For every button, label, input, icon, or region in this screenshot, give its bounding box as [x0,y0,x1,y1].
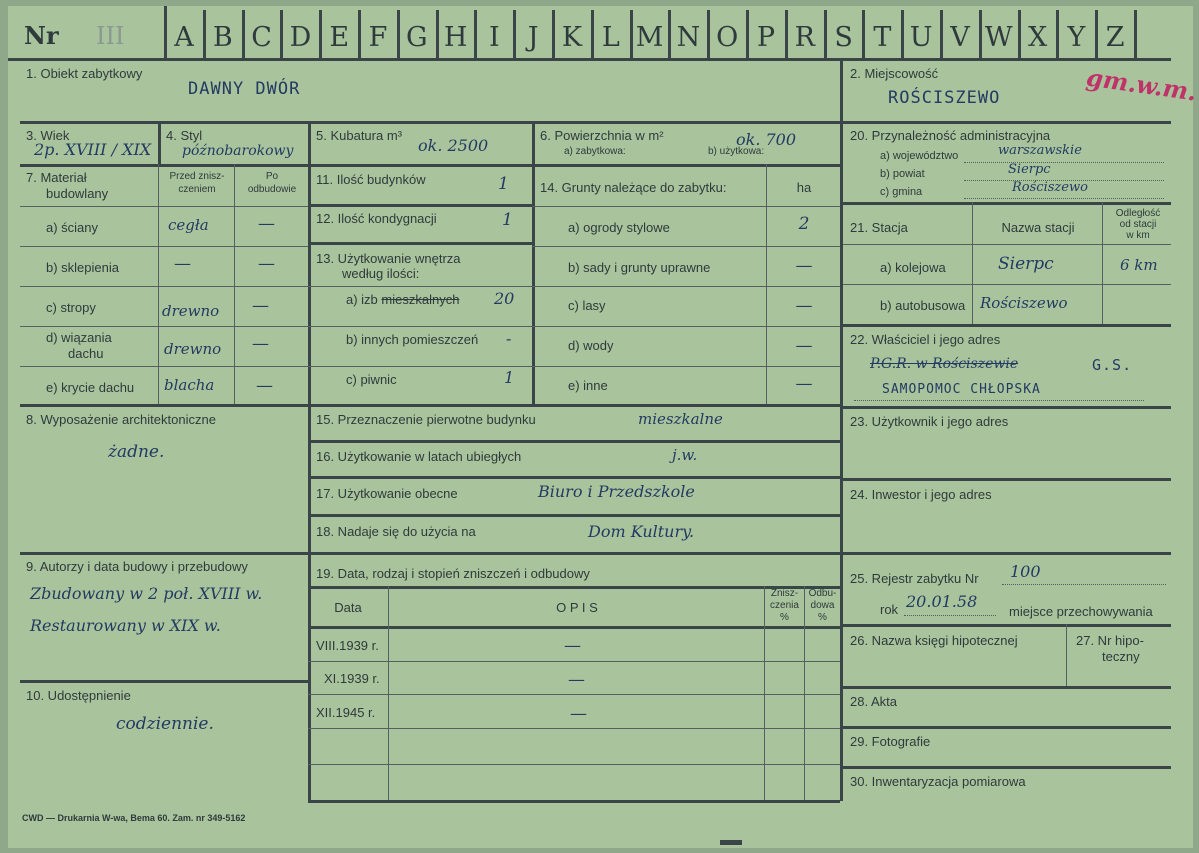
row-rule [843,406,1171,409]
field-14-row-other-label: e) inne [568,378,608,393]
field-7-row-walls-after: — [258,214,275,234]
row-rule [308,694,840,695]
index-letter-t: T [873,22,892,53]
field-29-label: 29. Fotografie [850,734,931,749]
row-rule [532,326,840,327]
row-rule [532,246,840,247]
field-12-label: 12. Ilość kondygnacji [316,211,437,226]
row-rule [308,286,532,287]
index-letter-p: P [756,22,776,53]
field-1-label: 1. Obiekt zabytkowy [26,66,143,81]
field-21-dist-header-1: Odległość [1115,208,1161,219]
punch-slot [720,840,742,845]
index-letter-k: K [561,22,583,53]
field-6-sub-a: a) zabytkowa: [564,146,626,157]
field-7-after-header-1: Po [265,171,279,182]
field-19-row-1-desc: — [564,636,581,656]
field-7-row-trusses-label-2: dachu [68,346,104,361]
row-rule [308,476,840,479]
field-13-b-label: b) innych pomieszczeń [346,332,479,347]
col-rule [972,202,973,324]
field-16-value: j.w. [672,446,698,464]
index-letter-x: X [1027,22,1048,53]
field-14-row-gardens-value: 2 [798,214,810,234]
field-21-b-name: Rościszewo [980,294,1068,312]
field-20-b-label: b) powiat [880,168,925,180]
index-letter-m: M [635,22,664,53]
field-7-row-vaults-label: b) sklepienia [46,260,119,275]
field-19-damage-header-2: czenia [770,600,799,611]
field-13-c-label: c) piwnic [346,372,397,387]
field-25-value: 100 [1010,562,1041,581]
col-rule [1102,202,1103,324]
right-column-rule [840,61,843,801]
row-rule [308,204,532,207]
field-7-row-trusses-after: — [252,334,269,354]
field-18-label: 18. Nadaje się do użycia na [316,524,476,539]
row-rule [20,246,308,247]
field-15-label: 15. Przeznaczenie pierwotne budynku [316,412,536,427]
row-rule [843,766,1171,769]
field-22-value-2: SAMOPOMOC CHŁOPSKA [882,382,1041,397]
row-rule [532,206,840,207]
field-27-label-line2: teczny [1102,649,1140,664]
field-7-label-line2: budowlany [46,186,109,201]
index-separator [1134,10,1137,58]
row-rule [843,624,1171,627]
field-21-label: 21. Stacja [850,220,908,235]
field-11-label: 11. Ilość budynków [316,172,426,187]
field-14-row-forests-label: c) lasy [568,298,606,313]
row-rule [843,244,1171,245]
field-23-label: 23. Użytkownik i jego adres [850,414,1009,429]
field-6-value: ok. 700 [736,130,797,149]
index-letter-h: H [443,22,468,53]
field-7-before-header-2: czeniem [178,184,216,195]
field-19-rebuild-header-1: Odbu- [808,588,837,599]
field-15-value: mieszkalne [638,410,723,428]
field-20-c-value: Rościszewo [1012,180,1088,195]
index-letter-n: N [676,22,701,53]
field-27-label-line1: 27. Nr hipo- [1076,633,1144,648]
field-13-label-line1: 13. Użytkowanie wnętrza [316,251,461,266]
field-19-row-3-date: XII.1945 r. [316,705,376,720]
field-20-label: 20. Przynależność administracyjna [850,128,1051,143]
field-21-dist-header-2: od stacji [1119,219,1157,230]
field-3-value: 2p. XVIII / XIX [34,140,152,159]
field-7-row-walls-before: cegła [168,216,209,234]
row-rule [20,286,308,287]
field-8-label: 8. Wyposażenie architektoniczne [26,412,216,427]
field-14-row-gardens-label: a) ogrody stylowe [568,220,670,235]
field-22-value-1: G.S. [1092,356,1133,374]
col-rule [1066,624,1067,686]
nr-label: Nr [24,21,59,50]
field-19-row-3-desc: — [570,704,587,724]
row-rule [843,121,1171,124]
field-9-label: 9. Autorzy i data budowy i przebudowy [26,559,248,574]
field-7-after-header-2: odbudowie [247,184,297,195]
row-rule [308,800,840,803]
field-25-year-value: 20.01.58 [906,592,978,611]
index-letter-b: B [212,22,233,53]
field-20-c-label: c) gmina [880,186,923,198]
field-7-row-vaults-after: — [258,254,275,274]
field-17-value: Biuro i Przedszkole [538,482,695,501]
field-14-row-forests-value: — [795,296,813,316]
field-7-row-roof-after: — [256,376,273,396]
field-14-row-waters-value: — [795,336,813,356]
row-rule [20,366,308,367]
row-rule [308,728,840,729]
field-24-label: 24. Inwestor i jego adres [850,487,992,502]
field-7-row-ceilings-after: — [252,296,269,316]
row-rule [532,286,840,287]
row-rule [308,440,840,443]
index-letter-a: A [174,22,194,53]
row-rule [843,686,1171,689]
index-letter-z: Z [1105,22,1125,53]
field-14-row-orchards-label: b) sady i grunty uprawne [568,260,711,275]
field-25-year-dots [904,615,996,616]
row-rule [20,404,840,407]
index-letter-v: V [950,22,970,53]
field-22-label: 22. Właściciel i jego adres [850,332,1001,347]
field-7-row-vaults-before: — [174,254,191,274]
field-19-rebuild-header-2: dowa [810,600,835,611]
index-letter-y: Y [1067,22,1086,53]
field-5-value: ok. 2500 [418,136,489,155]
field-7-row-walls-label: a) ściany [46,220,99,235]
row-rule [20,206,308,207]
row-rule [308,514,840,517]
field-14-unit: ha [796,180,812,195]
field-22-dots [854,400,1144,401]
index-letter-j: J [527,22,539,53]
field-2-label: 2. Miejscowość [850,66,939,81]
col-rule [234,164,235,404]
field-6-label: 6. Powierzchnia w m² [540,128,664,143]
row-rule [843,202,1171,205]
row-rule [843,478,1171,481]
field-13-a-value: 20 [494,289,515,308]
col-rule [766,164,767,404]
index-letter-i: I [489,22,500,53]
field-20-a-value: warszawskie [998,143,1082,158]
field-8-value: żadne. [108,442,165,462]
field-21-name-header: Nazwa stacji [1001,220,1075,235]
field-25-place-label: miejsce przechowywania [1009,604,1153,619]
field-19-label: 19. Data, rodzaj i stopień zniszczeń i odbudowy [316,566,590,581]
field-7-before-header-1: Przed znisz- [169,171,225,182]
field-19-row-1-date: VIII.1939 r. [316,638,379,653]
field-13-a-label [346,292,459,307]
field-4-value: późnobarokowy [182,143,294,159]
index-letter-r: R [794,22,815,53]
field-19-row-2-desc: — [568,670,585,690]
index-letter-w: W [984,22,1013,53]
index-letter-f: F [368,22,388,53]
field-2-stamp: gm.w.m. [1084,62,1199,107]
row-rule [843,552,1171,555]
index-letter-o: O [716,22,739,53]
field-14-row-orchards-value: — [795,256,813,276]
field-6-sub-b: b) użytkowa: [708,146,765,157]
col-rule [158,164,159,404]
row-rule [20,121,840,124]
field-4-label: 4. Styl [166,128,203,143]
field-14-row-other-value: — [795,374,813,394]
field-7-row-ceilings-before: drewno [162,302,220,320]
row-rule [20,326,308,327]
field-17-label: 17. Użytkowanie obecne [316,486,458,501]
field-20-b-value: Sierpc [1008,162,1051,177]
field-14-row-waters-label: d) wody [568,338,614,353]
row-rule [843,284,1171,285]
field-13-c-value: 1 [504,368,515,387]
col-rule [308,121,311,803]
field-13-b-value: - [506,329,512,348]
row-rule [308,764,840,765]
field-12-value: 1 [502,210,513,230]
printer-imprint: CWD — Drukarnia W-wa, Bema 60. Zam. nr 349-5162 [22,813,246,823]
field-25-dots [1002,584,1166,585]
field-13-a-prefix: a) izb [346,292,382,307]
field-30-label: 30. Inwentaryzacja pomiarowa [850,774,1026,789]
field-10-value: codziennie. [116,714,214,734]
field-16-label: 16. Użytkowanie w latach ubiegłych [316,449,522,464]
index-letter-u: U [909,22,933,53]
index-letter-c: C [251,22,272,53]
field-7-label-line1: 7. Materiał [26,170,87,185]
nr-value: III [96,22,125,50]
field-19-date-header: Data [334,600,362,615]
index-letter-g: G [406,22,428,53]
field-28-label: 28. Akta [850,694,897,709]
row-rule [20,680,308,683]
row-rule [308,326,532,327]
field-9-value-2: Restaurowany w XIX w. [30,616,221,635]
row-rule [308,242,532,245]
field-19-desc-header: O P I S [556,600,598,615]
field-7-row-roof-before: blacha [164,376,215,394]
field-5-label: 5. Kubatura m³ [316,128,402,143]
row-rule [308,661,840,662]
index-letter-e: E [329,22,350,53]
field-7-row-trusses-before: drewno [164,340,222,358]
row-rule [843,324,1171,327]
field-7-row-trusses-label-1: d) wiązania [46,330,112,345]
field-9-value-1: Zbudowany w 2 poł. XVIII w. [30,584,263,603]
field-25-year-label: rok [880,602,899,617]
field-21-a-dist: 6 km [1120,256,1158,274]
col-rule [532,121,535,406]
field-11-value: 1 [498,174,509,194]
field-22-value-struck: P.G.R. w Rościszewie [870,356,1019,372]
row-rule [20,164,840,167]
index-letter-l: L [601,22,620,53]
field-13-label-line2: według ilości: [342,266,420,281]
row-rule [532,366,840,367]
col-rule [158,121,161,164]
field-21-a-label: a) kolejowa [880,260,946,275]
field-14-label: 14. Grunty należące do zabytku: [540,180,727,195]
field-18-value: Dom Kultury. [588,522,695,541]
field-20-c-dots [964,198,1164,199]
index-letter-s: S [834,22,853,53]
field-21-dist-header-3: w km [1126,230,1150,241]
field-19-row-2-date: XI.1939 r. [324,671,380,686]
field-25-label: 25. Rejestr zabytku Nr [850,571,979,586]
row-rule [843,726,1171,729]
field-3-label: 3. Wiek [26,128,70,143]
index-letter-d: D [289,22,312,53]
row-rule [308,366,532,367]
header-rule [8,58,1171,61]
field-26-label: 26. Nazwa księgi hipotecznej [850,633,1018,648]
field-10-label: 10. Udostępnienie [26,688,131,703]
field-2-value: ROŚCISZEWO [888,88,1001,108]
field-19-damage-header-1: Znisz- [770,588,799,599]
field-19-rebuild-header-3: % [818,612,827,623]
inventory-card [8,6,1199,848]
field-13-a-struck: mieszkalnych [381,292,460,307]
field-1-value: DAWNY DWÓR [188,79,301,99]
field-21-a-name: Sierpc [998,254,1054,274]
field-7-row-roof-label: e) krycie dachu [46,380,135,395]
field-21-b-label: b) autobusowa [880,298,966,313]
field-7-row-ceilings-label: c) stropy [46,300,96,315]
row-rule [20,552,840,555]
field-20-a-label: a) województwo [880,150,959,162]
field-20-a-dots [964,162,1164,163]
field-19-damage-header-3: % [780,612,789,623]
